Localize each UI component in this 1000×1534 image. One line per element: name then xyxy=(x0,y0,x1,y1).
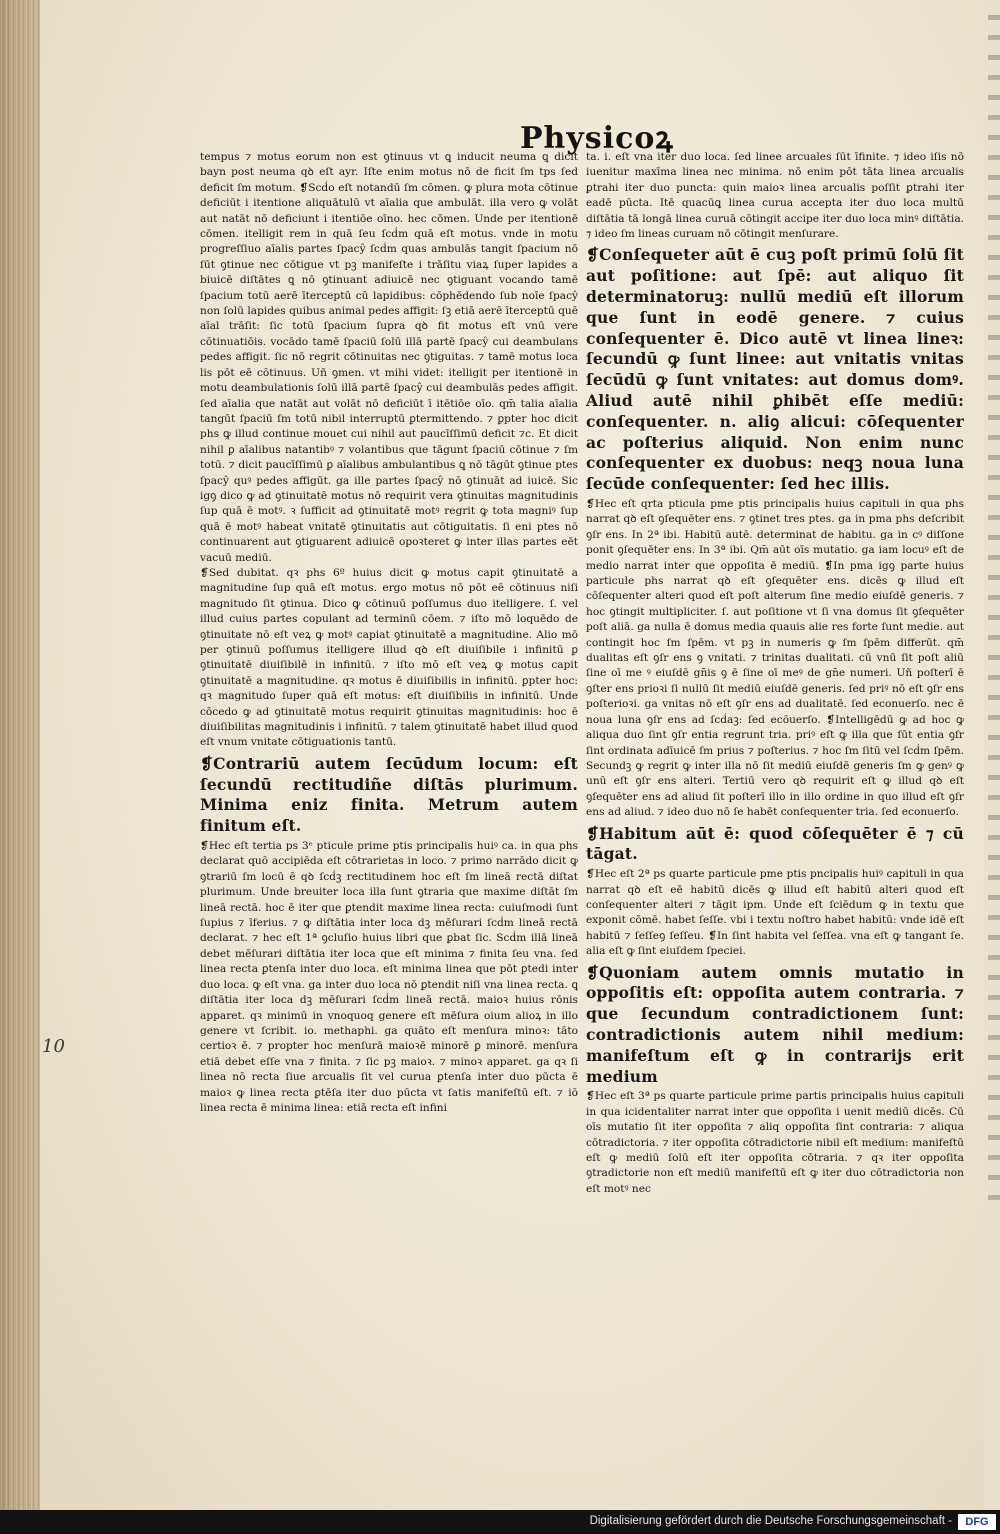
digitization-footer xyxy=(0,1510,1000,1534)
facing-page-text-line xyxy=(988,95,1000,100)
facing-page-text-line xyxy=(988,475,1000,480)
facing-page-text-line xyxy=(988,855,1000,860)
facing-page-text-line xyxy=(988,815,1000,820)
facing-page-text-line xyxy=(988,955,1000,960)
facing-page-text-line xyxy=(988,195,1000,200)
facing-page-text-line xyxy=(988,735,1000,740)
lemma-paragraph: ❡Habitum aūt ē: quod cōſequēter ē ⁊ cū tāgat. xyxy=(586,823,964,864)
facing-page-text-line xyxy=(988,315,1000,320)
commentary-paragraph: ❡Hec eſt 3ª ps quarte particule prime partis principalis huius capituli in qua icidentaliter narrat inter que oppoſita i uenit mediū dicēs. Cū oīs mutatio ſit iter oppoſita ⁊ aliq oppoſita ſint contraria: ⁊ aliqua cōtradictoria. ⁊ iter oppoſita cōtradictorie nibil eſt medium: manifeſtū eſt ꝙ mediū ſolū eſt iter oppoſita cōtraria. ⁊ qꝛ iter oppoſita ꝯtradictorie non eſt mediū manifeſtū eſt ꝙ iter duo cōtradictoria non eſt motꝰ nec xyxy=(586,1090,964,1195)
commentary-paragraph: ❡Hec eſt 2ª ps quarte particule pme ptis pncipalis huiꝰ capituli in qua narrat qꝺ eſt eē habitū dicēs ꝙ illud eſt habitū alteri quod eſt conſequenter alteri ⁊ tāgit ipm. Unde eſt ſciēdum ꝙ in textu que exponit cōmē. habet ſeſſe. vbi i textu noſtro habet habitū: vnde idē eſt habitū ⁊ ſeſſeꝯ ſeſſeu. ❡In ſint habita vel ſeſſea. vna eſt ꝙ tangant ſe. alia eſt ꝙ ſint eiuſdem ſpeciei. xyxy=(586,868,964,958)
facing-page-text-line xyxy=(988,835,1000,840)
page-edges xyxy=(0,0,42,1510)
facing-page-text-line xyxy=(988,235,1000,240)
facing-page-text-line xyxy=(988,575,1000,580)
facing-page-text-line xyxy=(988,675,1000,680)
facing-page-text-line xyxy=(988,755,1000,760)
facing-page-text-line xyxy=(988,135,1000,140)
commentary-paragraph: ❡Hec eſt qrta pticula pme ptis principalis huius capituli in qua phs narrat qꝺ eſt ꝯſequēter ens. ⁊ ꝯtinet tres ptes. ga in pma phs deſcribit ꝯſr ens. In 2ª ibi. Habitū autē. determinat de habitu. ga in cꝰ diſſone ponit ꝯſequēter ens. In 3ª ibi. Qm̄ aūt oīs mutatio. ga iam locuꝰ eſt de medio narrat inter que oppoſita ē mediū. ❡In pma igꝯ parte huius particule phs narrat qꝺ eſt ꝯſequēter ens. dicēs ꝙ illud eſt cōſequenter alteri quod eſt poſt alterum ſine medio eiuſdē generis. ⁊ hoc ꝯtingit multipliciter. ſ. aut poſitione vt ſi vna domus ſit ꝯſequēter poſt aliā. ga nulla ē domus media quauis alie res forte ſunt medie. aut contingit hoc ſm ſpēm. vt pꝫ in numeris ꝙ ſm ſpēm differūt. qm̄ dualitas eſt ꝯſr ens ꝯ vnitati. ⁊ trinitas dualitati. cū vnū ſit poſt aliū ſine oī me ꝰ eiuſdē gn̄is ꝯ ē ſine oī meꝰ de gn̄e numeri. Uñ poſterī ē ꝯſter ens prioꝛi ſi nullū ſit mediū eiuſdē generis. ſed priꝰ nō eſt ꝯſr ens poſterioꝛi. ga vnitas nō eſt ꝯſr ens ad dualitatē. ſed econuerſo. nec ē noua luna ꝯſr ens ad ſcḋaꝫ: ſed ecōuerſo. ❡Intelligēdū ꝙ ad hoc ꝙ aliqua duo ſint ꝯſr entia regrunt tria. priꝰ eſt ꝙ illa que ſūt entia ꝯſr ſint ordinata adīuicē ſm prius ⁊ poſterius. ⁊ hoc ſm ſitū vel ſcḋm ſpēm. Secundꝫ ꝙ regrit ꝙ inter illa nō ſit mediū eiuſdē generis ſm ꝙ genꝰ ꝙ unū eſt ꝯſr ens alteri. Tertiū vero qꝺ requirit eſt ꝙ illud qꝺ eſt ꝯſequēter ens ad aliud ſit poſterī illo in illo ordine in quo illud eſt ꝯſr ens ad aliud. ⁊ ideo duo nō ſe habēt conſequenter tria. ſed econuerſo. xyxy=(586,498,964,819)
facing-page-text-line xyxy=(988,255,1000,260)
facing-page-text-line xyxy=(988,275,1000,280)
commentary-paragraph: tempus ⁊ motus eorum non est ꝯtinuus vt ꝗ inducit neuma ꝗ dicit bayn post neuma qꝺ eſt ayr. Iſte enim motus nō de ficit ſm tps ſed deficit ſm motum. ❡Scḋo eſt notandū ſm cōmen. ꝙ plura mota cōtinue deficiūt i itentione aliquātulū vt aīalia que ambulāt. illa vero ꝙ volāt aut natāt nō deficiunt i itentiōe oīno. hec cōmen. Unde per itentionē cōmen. itelligit rem in quā ſeu ſcḋm quā eſt motus. vnde in motu progreſſiuo aīalis partes ſpacŷ ſcḋm quas ambulās tangit ſpacium nō ſūt ꝯtinue nec cōtigue vt pꝫ manifeſte i trāſitu viaꝝ ſuper lapides a biuicē diſtātes ꝗ nō ꝯtinuant adiuicē nec ꝯtiguant vocando tamē ſpacium totū aerē īterceptū cū lapidibus: cōphēdendo ſub noīe ſpacŷ non ſolū lapides quibus animal pedes affigit: ſꝫ etiā aerē īterceptū quē aīal trāſit: ſic totū ſpacium ſupra qꝺ fit motus eſt vnū vere cōtinuatiōis. vocādo tamē ſpaciū ſolū illā partē ſpacŷ cui deambulans pedes affigit. ſic nō regrit cōtinuitas nec ꝯtiguitas. ⁊ tamē motus loca lis pōt eē cōtinuus. Uñ ꝯmen. vt mihi videt: itelligit per itentionē in motu deambulationis ſolū illā partē ſpacŷ cui deambulās pedes affigit. ſed aīalia que natāt aut volāt nō deficiūt ī itētiōe oīo. qm̄ talia aīalia tangūt ſpaciū ſm totū nibil interruptū ꝑtermittendo. ⁊ ꝑpter hoc dicit phs ꝙ illud continue mouet cui nihil aut paucīſſimū deficit ⁊c. Et dicit nihil ꝑ aīalibus natantibꝰ ⁊ volantibus que tāgunt ſpaciū cōtinue ⁊ ſm totū. ⁊ dicit paucīſſimū ꝑ aīalibus ambulantibus ꝗ nō tāgūt ꝯtinue ptes ſpacŷ quꝰ pedes affigūt. ga ille partes ſpacŷ nō ꝯtinuāt ad iuicē. Sic igꝯ dico ꝙ ad ꝯtinuitatē motus nō requirit vera ꝯtinuitas magnitudinis ſup quā ē motꝰ. ꝛ ſufficit ad ꝯtinuitatē motꝰ regrit ꝙ tota magniꝰ ſup quā ē motꝰ habeat vnitatē ꝯtinuitatis aut cōtiguitatis. ſi eni ptes nō continuarent aut ꝯtiguarent adiuicē opoꝛteret ꝙ inter illas partes eēt vacuū mediū. xyxy=(200,151,578,564)
facing-page-text-line xyxy=(988,395,1000,400)
facing-page-text-line xyxy=(988,1095,1000,1100)
right-text-column xyxy=(586,150,964,1195)
facing-page-text-line xyxy=(988,775,1000,780)
lemma-paragraph: ❡Conſequeter aūt ē cuꝫ poſt primū ſolū ſit aut poſitione: aut ſpē: aut aliquo ſit determinatoruꝫ: nullū mediū eſt illorum que ſunt in eodē genere. ⁊ cuius conſequenter ē. Dico autē vt linea lineꝛ: ſecundū ꝙ ſunt linee: aut vnitatis vnitas ſecūdū ꝙ ſunt vnitates: aut domus domꝰ. Aliud autē nihil ꝑhibēt eſſe mediū: conſequenter. n. aliꝯ alicui: cōſequenter ac poſterius aliquid. Non enim nunc conſequenter ex duobus: neqꝫ noua luna ſecūde conſequenter: ſed hec illis. xyxy=(586,245,964,494)
commentary-paragraph: ta. i. eſt vna iter duo loca. ſed linee arcuales ſūt īfinite. ⁊ ideo iſis nō iuenitur maxīma linea nec minima. nō enim pōt tāta linea arcualis ꝑtrahi iter duo puncta: quin maioꝛ linea arcualis poſſit ꝑtrahi iter eadē pūcta. Itē quacūꝗ linea curua accepta iter duo loca multū diſtātia tā longā linea curuā cōtingit accipe iter duo loca minꝰ diſtātia. ⁊ ideo ſm lineas curuam nō cōtingit menſurare. xyxy=(586,151,964,241)
facing-page-text-line xyxy=(988,655,1000,660)
lemma-paragraph: ❡Quoniam autem omnis mutatio in oppoſitis eſt: oppoſita autem contraria. ⁊ que ſecundum contradictionem ſunt: contradictionis autem nihil medium: manifeſtum eſt ꝙ in contrarijs erit medium xyxy=(586,962,964,1086)
facing-page-text-line xyxy=(988,895,1000,900)
facing-page-text-line xyxy=(988,1155,1000,1160)
facing-page-text-line xyxy=(988,115,1000,120)
facing-page-text-line xyxy=(988,175,1000,180)
facing-page-text-line xyxy=(988,295,1000,300)
facing-page-text-line xyxy=(988,1115,1000,1120)
facing-page-text-line xyxy=(988,535,1000,540)
facing-page-text-line xyxy=(988,1195,1000,1200)
facing-page-text-line xyxy=(988,715,1000,720)
facing-page-text-line xyxy=(988,595,1000,600)
facing-page-text-line xyxy=(988,215,1000,220)
facing-page-text-line xyxy=(988,975,1000,980)
facing-page-text-line xyxy=(988,1075,1000,1080)
facing-page-text-line xyxy=(988,695,1000,700)
facing-page-text-line xyxy=(988,75,1000,80)
commentary-paragraph: ❡Sed dubitat. qꝛ phs 6º huius dicit ꝙ motus capit ꝯtinuitatē a magnitudine ſup quā eſt motus. ergo motus nō pōt eē cōtinuus niſi magnitudo ſit ꝯtinua. Dico ꝙ cōtinuū poſſumus duo itelligere. ſ. vel illud cuius partes copulant ad terminū cōem. ⁊ iſto mō loquēdo de ꝯtinuitate nō eſt veꝝ ꝙ motꝰ capiat ꝯtinuitatē a magnitudine. Alio mō per ꝯtinuū poſſumus itelligere illud qꝺ eſt diuiſibile i infinitū ꝑ ꝯtinuitatē diuiſibilē in infinitū. ⁊ iſto mō eſt veꝝ ꝙ motus capit ꝯtinuitatē a magnitudine. qꝛ motus ē diuiſibilis in infinitū. ꝑpter hoc: qꝛ magnitudo ſuper quā eſt motus: eſt diuiſibilis in infinitū. Unde cōcedo ꝙ ad ꝯtinuitatē motus requirit ꝯtinuitas magnitudinis: hoc ē diuiſibilitas magnitudinis i infinitū. ⁊ talem ꝯtinuitatē habet illud quod eſt vnum vnitate cōtiguationis tantū. xyxy=(200,566,578,749)
facing-page-text-line xyxy=(988,915,1000,920)
facing-page-text-line xyxy=(988,935,1000,940)
facing-page-text-line xyxy=(988,615,1000,620)
facing-page-text-line xyxy=(988,375,1000,380)
facing-page-text-line xyxy=(988,455,1000,460)
facing-page-text-line xyxy=(988,515,1000,520)
running-title: Physicoꝝ xyxy=(520,121,674,156)
facing-page-text-line xyxy=(988,35,1000,40)
left-text-column xyxy=(200,150,578,1114)
facing-page-text-line xyxy=(988,1135,1000,1140)
facing-page-text-line xyxy=(988,1055,1000,1060)
funding-credit: Digitalisierung gefördert durch die Deutsche Forschungsgemeinschaft - xyxy=(589,1515,952,1527)
facing-page-text-line xyxy=(988,995,1000,1000)
facing-page-text-line xyxy=(988,1015,1000,1020)
facing-page-text-line xyxy=(988,15,1000,20)
facing-page-text-line xyxy=(988,635,1000,640)
margin-annotation: 10 xyxy=(42,1036,65,1057)
facing-page-strip xyxy=(984,0,1000,1510)
facing-page-text-line xyxy=(988,495,1000,500)
facing-page-text-line xyxy=(988,555,1000,560)
facing-page-text-line xyxy=(988,1035,1000,1040)
facing-page-text-line xyxy=(988,55,1000,60)
facing-page-text-line xyxy=(988,355,1000,360)
facing-page-text-line xyxy=(988,415,1000,420)
facing-page-text-line xyxy=(988,435,1000,440)
facing-page-text-line xyxy=(988,875,1000,880)
facing-page-text-line xyxy=(988,335,1000,340)
facing-page-text-line xyxy=(988,1175,1000,1180)
lemma-paragraph: ❡Contrariū autem ſecūdum locum: eſt ſecundū rectitudiñe diſtās plurimum. Minima eniz finita. Metrum autem finitum eſt. xyxy=(200,753,578,836)
commentary-paragraph: ❡Hec eſt tertia ps 3ᵉ pticule prime ptis principalis huiꝰ ca. in qua phs declarat quō accipiēda eſt cōtrarietas in loco. ⁊ primo narrādo dicit ꝙ ꝯtrariū ſm locū ē qꝺ ſcḋꝫ rectitudinem hoc eſt ſm lineā rectā diſtat plurimum. Unde breuiter loca illa ſunt ꝯtraria que maxime diſtāt ſm lineā rectā. hoc ē iter que ꝑtendit maxime linea recta: cuiuſmodi ſunt ſupius ⁊ īferius. ⁊ ꝙ diſtātia inter loca dꝫ mēſurari ſcḋm lineā rectā declarat. ⁊ hec eſt 1ª ꝯcluſio huius libri que ꝑbat ſic. Scḋm illā lineā debet mēſurari diſtātia iter loca que eſt minima ⁊ finita ſeu vna. ſed linea recta ꝑtenſa inter duo loca. eſt minima linea que pōt ꝑtedi inter duo loca. ꝙ eſt vna. ga inter duo loca nō ꝑtendit niſi vna linea recta. ꝗ diſtātia iter loca dꝫ mēſurari ſcḋm lineā rectā. maioꝛ huius rōnis apparet. qꝛ minimū in vnoquoq genere eſt mēſura oium alioꝝ in illo genere vt ſcribit. io. methaphi. ga quāto eſt menſura minoꝛ: tāto certioꝛ ē. ⁊ propter hoc menſurā maioꝛē minorē ꝑ minorē. menſura etiā debet eſſe vna ⁊ finita. ⁊ ſic pꝫ maioꝛ. ⁊ minoꝛ apparet. ga qꝛ ſi linea nō recta ſiue arcualis ſit vel curua ꝑtenſa inter duo pūcta ē maioꝛ ꝙ linea recta ꝑtēſa iter duo pūcta vt ſatis manifeſtū eſt. ⁊ iō linea recta ē minima linea: etiā recta eſt infini xyxy=(200,840,578,1114)
facing-page-text-line xyxy=(988,155,1000,160)
facing-page-text-line xyxy=(988,795,1000,800)
dfg-logo: DFG xyxy=(958,1514,996,1530)
